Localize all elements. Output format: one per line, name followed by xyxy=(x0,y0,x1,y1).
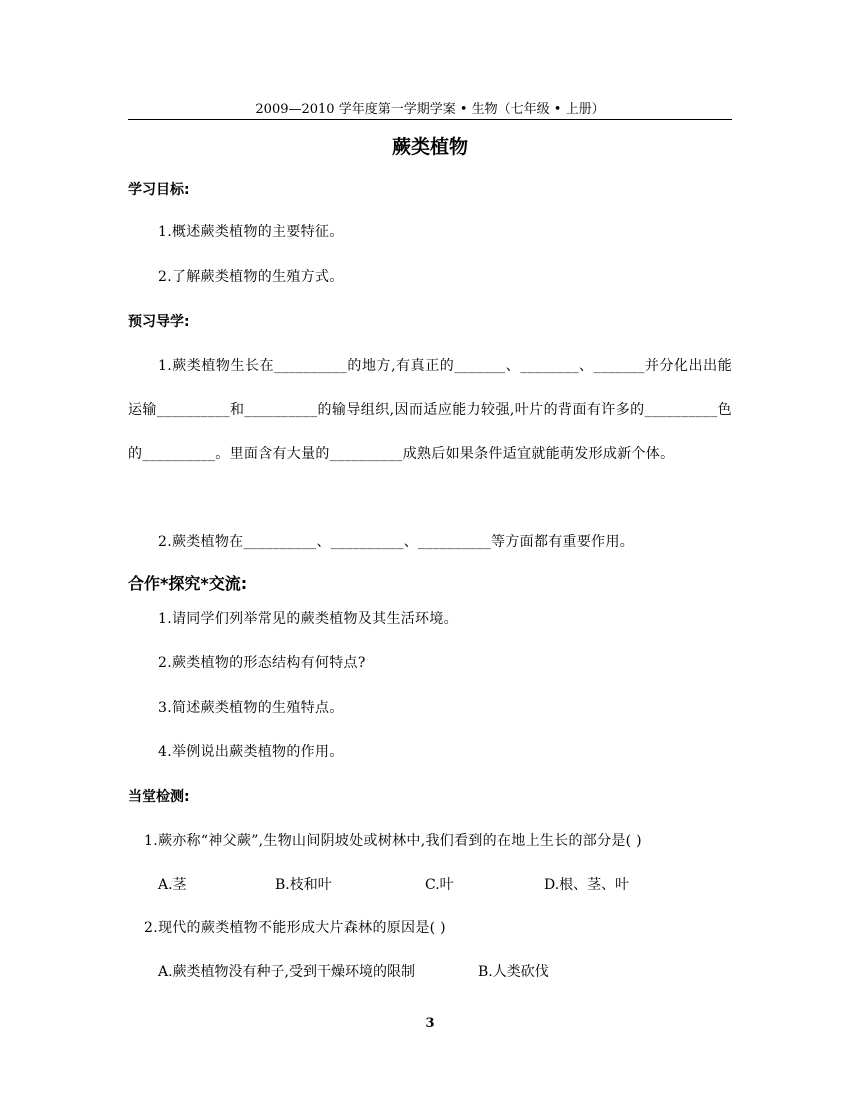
objective-item: 2.了解蕨类植物的生殖方式。 xyxy=(158,269,344,285)
test-heading: 当堂检测: xyxy=(128,789,190,805)
q2-option-a: A.蕨类植物没有种子,受到干燥环境的限制 xyxy=(158,964,416,980)
page-title: 蕨类植物 xyxy=(391,136,468,158)
q1-option-a: A.茎 xyxy=(158,877,187,893)
objective-item: 1.概述蕨类植物的主要特征。 xyxy=(158,224,344,240)
objectives-heading: 学习目标: xyxy=(128,182,190,198)
q1-option-b: B.枝和叶 xyxy=(275,877,332,893)
page-number: 3 xyxy=(425,1016,435,1031)
preview-heading: 预习导学: xyxy=(128,314,190,330)
cooperate-heading: 合作*探究*交流: xyxy=(128,574,248,593)
q1-option-d: D.根、茎、叶 xyxy=(544,877,630,893)
cooperate-item: 4.举例说出蕨类植物的作用。 xyxy=(158,744,344,760)
cooperate-item: 3.简述蕨类植物的生殖特点。 xyxy=(158,700,344,716)
preview-item-1: 1.蕨类植物生长在__________的地方,有真正的_______、________、_______并分化出出能运输__________和__________的输导组织,因而适应能力较强,叶片的背面有许多的__________色的__________。里面含有大量的__________成熟后如果条件适宜就能萌发形成新个体。 xyxy=(128,358,732,462)
page-header: 2009—2010 学年度第一学期学案 • 生物（七年级 • 上册） xyxy=(128,100,732,120)
cooperate-item: 2.蕨类植物的形态结构有何特点? xyxy=(158,655,366,671)
q2-option-b: B.人类砍伐 xyxy=(478,964,549,980)
cooperate-item: 1.请同学们列举常见的蕨类植物及其生活环境。 xyxy=(158,611,458,627)
test-question-1: 1.蕨亦称“神父蕨”,生物山间阴坡处或树林中,我们看到的在地上生长的部分是( ) xyxy=(144,833,642,849)
test-question-2: 2.现代的蕨类植物不能形成大片森林的原因是( ) xyxy=(144,920,446,936)
q1-option-c: C.叶 xyxy=(425,877,454,893)
preview-item-2: 2.蕨类植物在__________、__________、__________等方面都有重要作用。 xyxy=(158,534,635,550)
